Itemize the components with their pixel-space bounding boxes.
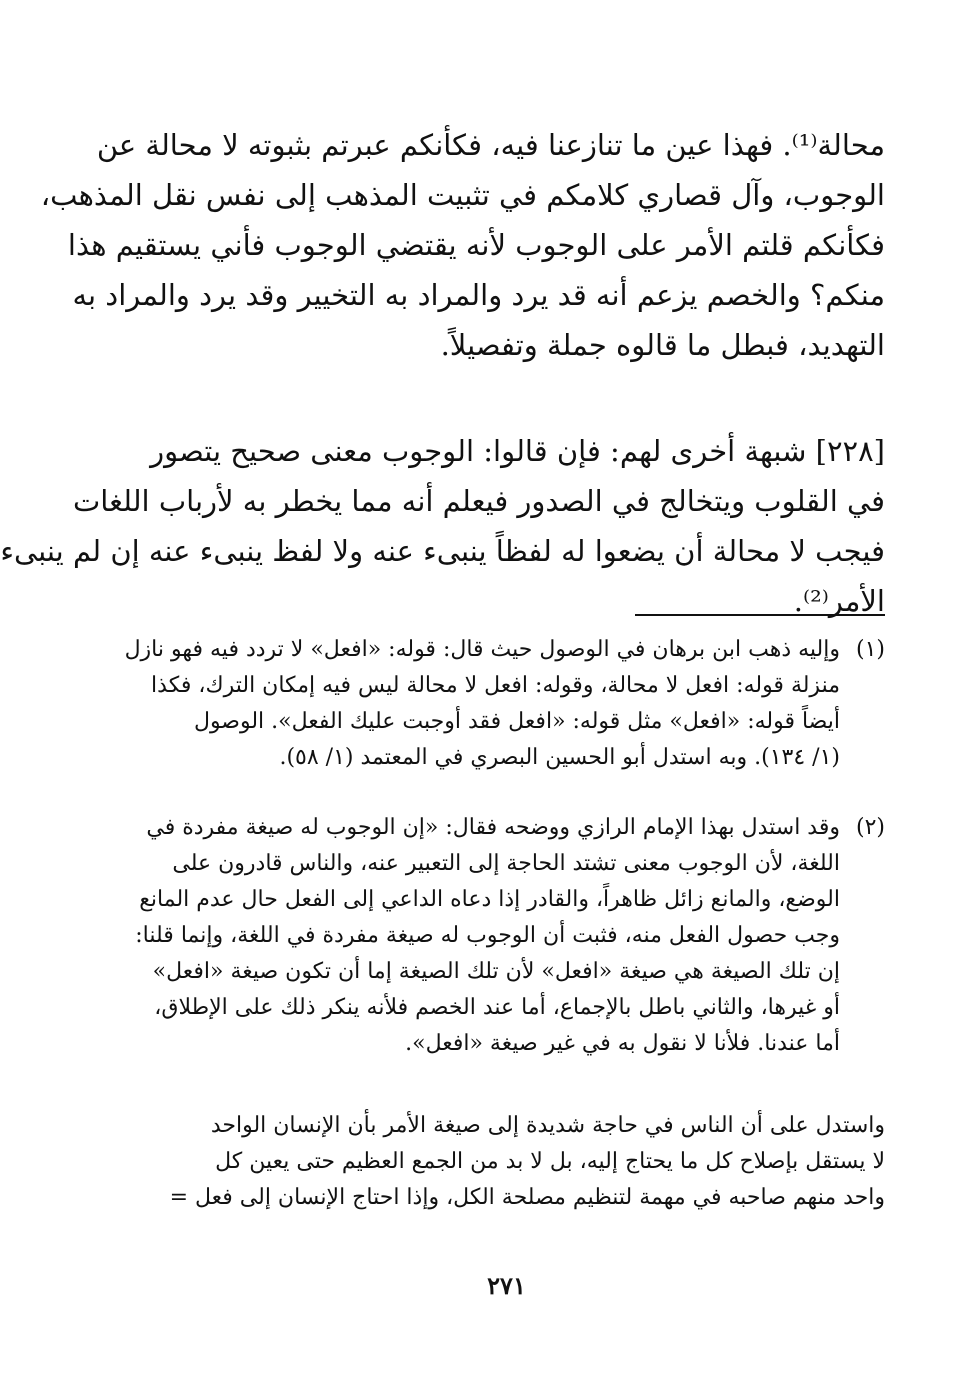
text-line: فكأنكم قلتم الأمر على الوجوب لأنه يقتضي الوجوب فأني يستقيم هذا [67, 228, 885, 262]
text-line: فيجب لا محالة أن يضعوا له لفظاً ينبىء عنه ولا لفظ ينبىء عنه إن لم ينبىء [0, 534, 885, 568]
text-line: التهديد، فبطل ما قالوه جملة وتفصيلاً. [440, 328, 885, 362]
text-line: محالة⁽¹⁾. فهذا عين ما تنازعنا فيه، فكأنكم عبرتم بثبوته لا محالة عن [96, 128, 885, 162]
footnote-line: واستدل على أن الناس في حاجة شديدة إلى صيغة الأمر بأن الإنسان الواحد [210, 1113, 885, 1138]
footnote-number: (١) [855, 637, 885, 662]
footnote-line: وإليه ذهب ابن برهان في الوصول حيث قال: قوله: «افعل» لا تردد فيه فهو نازل [124, 637, 840, 662]
footnote-2 [135, 810, 885, 1062]
footnote-text [124, 632, 840, 776]
footnote-line: إن تلك الصيغة هي صيغة «افعل» لأن تلك الصيغة إما أن تكون صيغة «افعل» [152, 959, 840, 984]
text-line: الوجوب، وآل قصاري كلامكم في تثبيت المذهب إلى نفس نقل المذهب، [40, 178, 885, 212]
text-line: منكم؟ والخصم يزعم أنه قد يرد والمراد به التخيير وقد يرد والمراد به [72, 278, 885, 312]
footnote-text [135, 810, 840, 1062]
footnote-line: وجب حصول الفعل منه، فثبت أن الوجوب له صيغة مفردة في اللغة، وإنما قلنا: [135, 923, 840, 948]
footnote-line: منزلة قوله: افعل لا محالة، وقوله: افعل لا محالة ليس فيه إمكان الترك، فكذا [151, 673, 840, 698]
footnote-1 [124, 632, 885, 776]
text-line: في القلوب ويتخالج في الصدور فيعلم أنه مما يخطر به لأرباب اللغات [72, 484, 885, 518]
footnote-line: لا يستقل بإصلاح كل ما يحتاج إليه، بل لا بد من الجمع العظيم حتى يعين كل [215, 1149, 885, 1174]
footnote-line: أيضاً قوله: «افعل» مثل قوله: «افعل فقد أوجبت عليك الفعل». الوصول [193, 709, 840, 734]
main-paragraph-2 [0, 426, 885, 626]
main-paragraph-1 [40, 120, 885, 370]
footnote-line: واحد منهم صاحبه في مهمة لتنظيم مصلحة الكل، وإذا احتاج الإنسان إلى فعل = [169, 1185, 885, 1210]
footnote-number: (٢) [855, 815, 885, 840]
page-number: ٢٧١ [487, 1271, 526, 1300]
footnote-line: (١/ ١٣٤). وبه استدل أبو الحسين البصري في المعتمد (١/ ٥٨). [279, 745, 840, 770]
footnote-line: وقد استدل بهذا الإمام الرازي ووضحه فقال: «إن الوجوب له صيغة مفردة في [146, 815, 840, 840]
text-line: الأمر⁽²⁾. [793, 584, 885, 618]
footnote-separator [635, 614, 885, 616]
footnote-continuation [135, 1108, 885, 1216]
footnote-line: الوضع، والمانع زائل ظاهراً، والقادر إذا دعاه الداعي إلى الفعل حال عدم المانع [139, 887, 840, 912]
footnote-line: اللغة، لأن الوجوب معنى تشتد الحاجة إلى التعبير عنه، والناس قادرون على [172, 851, 840, 876]
footnote-line: أما عندنا. فلأنا لا نقول به في غير صيغة «افعل». [405, 1031, 840, 1056]
footnote-line: أو غيرها، والثاني باطل بالإجماع، أما عند الخصم فلأنه ينكر ذلك على الإطلاق، [154, 995, 840, 1020]
text-line: [٢٢٨] شبهة أخرى لهم: فإن قالوا: الوجوب معنى صحيح يتصور [150, 434, 885, 468]
